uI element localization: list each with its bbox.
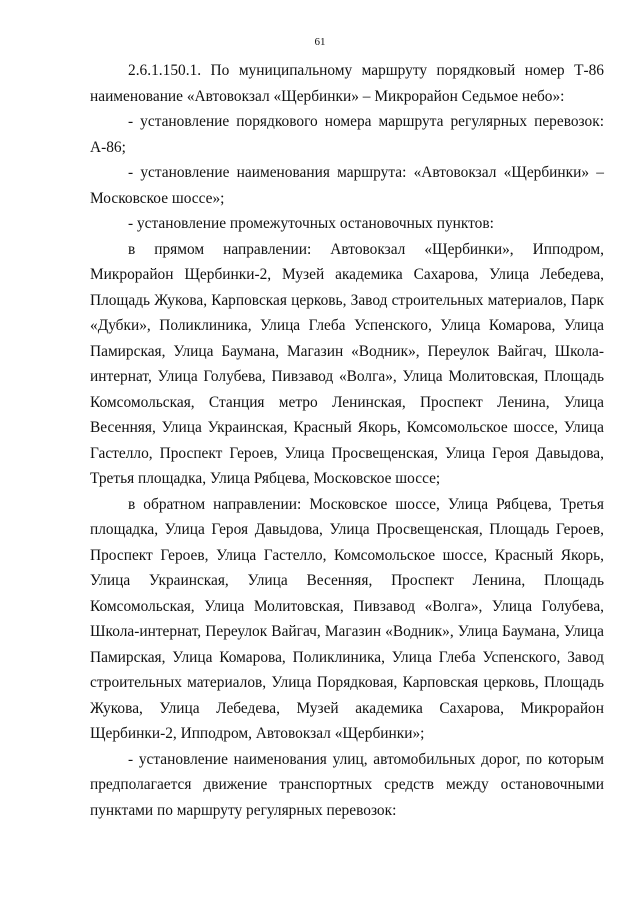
page-number: 61 xyxy=(314,36,326,48)
paragraph-streets-heading: - установление наименования улиц, автомобильных дорог, по которым предполагается движение транспортных средств между остановочными пунктами по маршруту регулярных перевозок: xyxy=(90,750,604,819)
paragraph-reverse-direction: в обратном направлении: Московское шоссе, Улица Рябцева, Третья площадка, Улица Героя Давыдова, Улица Просвещенская, Площадь Героев, Проспект Героев, Улица Гастелло, Комсомольское шоссе, Красный Якорь, Улица Украинская, Улица Весенняя, Проспект Ленина, Площадь Комсомольская, Улица Молитовская, Пивзавод «Волга», Улица Голубева, Школа-интернат, Переулок Вайгач, Магазин «Водник», Улица Баумана, Улица Памирская, Улица Комарова, Поликлиника, Улица Глеба Успенского, Завод строительных материалов, Улица Порядковая, Карповская церковь, Площадь Жукова, Улица Лебедева, Музей академика Сахарова, Микрорайон Щербинки-2, Ипподром, Автовокзал «Щербинки»; xyxy=(90,495,604,742)
paragraph-route-number: - установление порядкового номера маршрута регулярных перевозок: А-86; xyxy=(90,113,604,156)
paragraph-route-name: - установление наименования маршрута: «Автовокзал «Щербинки» – Московское шоссе»; xyxy=(90,164,604,207)
document-body xyxy=(90,58,604,823)
paragraph-stops-heading: - установление промежуточных остановочных пунктов: xyxy=(128,215,494,232)
paragraph-forward-direction: в прямом направлении: Автовокзал «Щербинки», Ипподром, Микрорайон Щербинки-2, Музей академика Сахарова, Улица Лебедева, Площадь Жукова, Карповская церковь, Завод строительных материалов, Парк «Дубки», Поликлиника, Улица Глеба Успенского, Улица Комарова, Улица Памирская, Улица Баумана, Магазин «Водник», Переулок Вайгач, Школа-интернат, Улица Голубева, Пивзавод «Волга», Улица Молитовская, Площадь Комсомольская, Станция метро Ленинская, Проспект Ленина, Улица Весенняя, Улица Украинская, Красный Якорь, Комсомольское шоссе, Улица Гастелло, Проспект Героев, Улица Просвещенская, Улица Героя Давыдова, Третья площадка, Улица Рябцева, Московское шоссе; xyxy=(90,240,604,487)
paragraph-route-header: 2.6.1.150.1. По муниципальному маршруту порядковый номер Т-86 наименование «Автовокзал «Щербинки» – Микрорайон Седьмое небо»: xyxy=(90,62,604,105)
